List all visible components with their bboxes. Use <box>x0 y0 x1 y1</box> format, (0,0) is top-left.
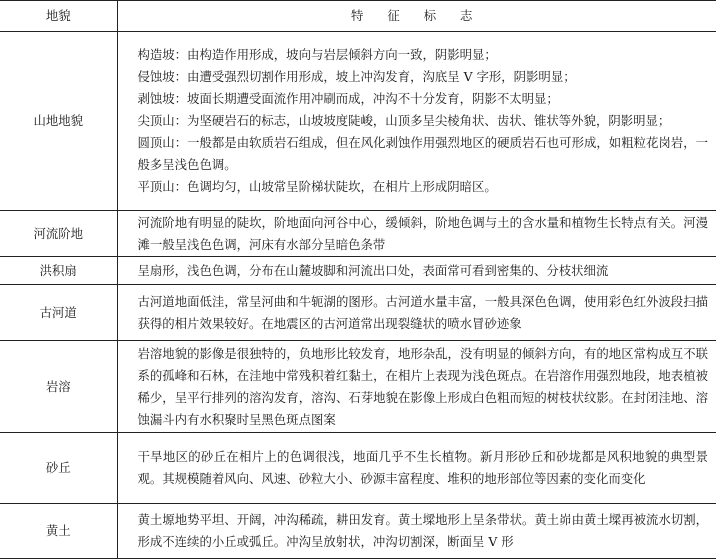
feature-line: 侵蚀坡：由遭受强烈切割作用形成，坡上冲沟发育，沟底呈 V 字形，阴影明显； <box>137 69 576 84</box>
table-row <box>0 211 716 257</box>
terrain-cell: 岩溶 <box>0 341 117 433</box>
feature-line: 圆顶山：一般都是由软质岩石组成，但在风化剥蚀作用强烈地区的硬质岩石也可形成，如粗粒花岗岩，一般多呈浅色色调。 <box>137 135 708 172</box>
feature-cell: 呈扇形，浅色色调，分布在山麓坡脚和河流出口处，表面常可看到密集的、分枝状细流 <box>117 257 716 285</box>
table-row <box>0 504 716 559</box>
terrain-cell: 河流阶地 <box>0 211 117 257</box>
terrain-cell: 砂丘 <box>0 433 117 504</box>
feature-cell: 干旱地区的砂丘在相片上的色调很浅，地面几乎不生长植物。新月形砂丘和砂垅都是风积地貌的典型景观。其规模随着风向、风速、砂粒大小、砂源丰富程度、堆积的地形部位等因素的变化而变化 <box>117 433 716 504</box>
feature-line: 尖顶山：为坚硬岩石的标志，山坡坡度陡峻，山顶多呈尖棱角状、齿状、锥状等外貌，阴影明显； <box>137 113 671 128</box>
terrain-cell: 古河道 <box>0 285 117 341</box>
feature-line: 剥蚀坡：坡面长期遭受面流作用冲刷而成，冲沟不十分发育，阴影不太明显； <box>137 91 559 106</box>
feature-cell <box>117 32 716 211</box>
feature-line: 平顶山：色调均匀，山坡常呈阶梯状陡坎，在相片上形成阴暗区。 <box>137 179 497 194</box>
table-row <box>0 433 716 504</box>
table-row <box>0 32 716 211</box>
terrain-cell: 山地地貌 <box>0 32 117 211</box>
terrain-cell: 黄土 <box>0 504 117 559</box>
terrain-cell: 洪积扇 <box>0 257 117 285</box>
table-row <box>0 341 716 433</box>
table-row <box>0 257 716 285</box>
feature-cell: 黄土塬地势平坦、开阔，冲沟稀疏，耕田发育。黄土墚地形上呈条带状。黄土峁由黄土墚再被流水切割，形成不连续的小丘或弧丘。冲沟呈放射状，冲沟切割深，断面呈 V 形 <box>117 504 716 559</box>
feature-cell: 岩溶地貌的影像是很独特的，负地形比较发育，地形杂乱，没有明显的倾斜方向，有的地区常构成互不联系的孤峰和石林，在洼地中常残积着红黏土，在相片上表现为浅色斑点。在岩溶作用强烈地段，地表植被稀少，呈平行排列的溶沟发育，溶沟、石芽地貌在影像上形成白色粗而短的树枝状纹影。在封闭洼地、溶蚀漏斗内有水积聚时呈黑色斑点图案 <box>117 341 716 433</box>
header-terrain: 地貌 <box>0 1 117 32</box>
feature-line: 构造坡：由构造作用形成，坡向与岩层倾斜方向一致，阴影明显； <box>137 47 497 62</box>
feature-cell: 古河道地面低洼，常呈河曲和牛轭湖的图形。古河道水量丰富，一般具深色色调，使用彩色红外波段扫描获得的相片效果较好。在地震区的古河道常出现裂缝状的喷水冒砂迹象 <box>117 285 716 341</box>
header-row <box>0 1 716 32</box>
header-features: 特 征 标 志 <box>117 1 716 32</box>
table-row <box>0 285 716 341</box>
feature-cell: 河流阶地有明显的陡坎，阶地面向河谷中心，缓倾斜，阶地色调与土的含水量和植物生长特点有关。河漫滩一般呈浅色色调，河床有水部分呈暗色条带 <box>117 211 716 257</box>
